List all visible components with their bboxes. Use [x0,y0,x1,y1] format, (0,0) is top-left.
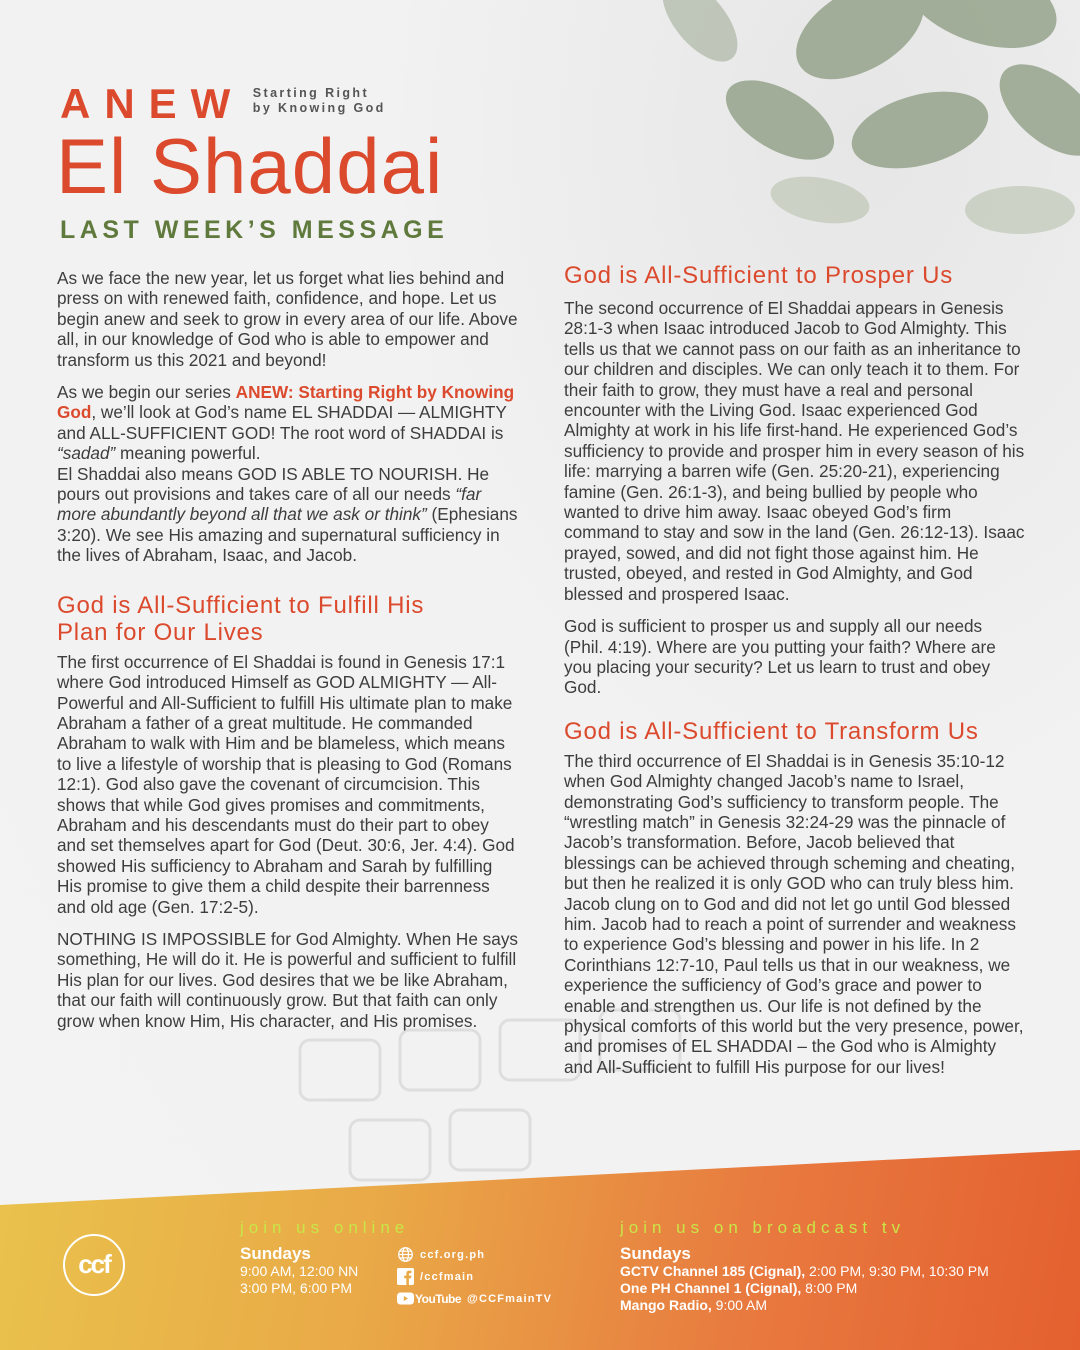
paragraph: The third occurrence of El Shaddai is in Genesis 35:10-12 when God Almighty changed Jacob’s name to Israel, demonstrating God’s sufficiency to transform people. The “wrestling match” in Genesis 32:24-29 was the pinnacle of Jacob’s transformation. Before, Jacob believed that blessings can be achieved through scheming and cheating, but then he realized it is only GOD who can truly bless him. Jacob clung on to God and did not let go until God blessed him. Jacob had to reach a point of surrender and weakness to experience God’s blessing and power in his life. In 2 Corinthians 12:7-10, Paul tells us that in our weakness, we experience the sufficiency of God’s grace and power to enable and strengthen us. Our life is not defined by the physical comforts of this world but the very presence, power, and promises of EL SHADDAI – the God who is Almighty and All-Sufficient to fulfill His purpose for our lives! [564,750,1024,1077]
italic-text: “sadad” [57,443,116,464]
facebook-icon [397,1268,414,1285]
plant-image [560,0,1080,270]
text: (Ephesians 3:20). We see His amazing and supernatural sufficiency in the lives of Abraham, Isaac, and Jacob. [57,504,518,566]
section-heading: God is All-Sufficient to Prosper Us [564,262,954,289]
right-column [564,262,1026,1089]
online-schedule [240,1245,358,1297]
ccf-logo: ccf [63,1234,125,1296]
subtitle-line: by Knowing God [252,101,386,115]
series-highlight: ANEW: Starting Right by Knowing God [57,382,515,423]
youtube-link[interactable] [397,1290,552,1307]
times: 2:00 PM, 9:30 PM, 10:30 PM [805,1263,989,1279]
day-label: Sundays [620,1244,691,1263]
paragraph: NOTHING IS IMPOSSIBLE for God Almighty. When He says something, He will do it. He is powerful and sufficient to fulfill His plan for our lives. God desires that we be like Abraham, that our faith will continuously grow. But that faith can only grow when know Him, His character, and His promises. [57,928,519,1031]
tv-heading: join us on broadcast tv [620,1218,906,1237]
left-column [57,268,519,1043]
text: , we’ll look at God’s name EL SHADDAI — ALMIGHTY and ALL-SUFFICIENT GOD! The root word of SHADDAI is [57,402,507,443]
youtube-icon [397,1290,414,1307]
section-heading: God is All-Sufficient to Transform Us [564,717,979,745]
page-title: El Shaddai [56,122,444,210]
times: 9:00 AM, 12:00 NN [240,1263,359,1279]
text: As we begin our series [57,382,236,403]
facebook-text: /ccfmain [420,1270,475,1283]
section-label: LAST WEEK’S MESSAGE [60,216,449,244]
paragraph: The first occurrence of El Shaddai is found in Genesis 17:1 where God introduced Himself as GOD ALMIGHTY — All-Powerful and All-Sufficient to fulfill His ultimate plan to make Abraham a father of a great multitude. He commanded Abraham to walk with Him and be blameless, which means to live a lifestyle of worship that is pleasing to God (Romans 12:1). God also gave the covenant of circumcision. This shows that while God gives promises and commitments, Abraham and his descendants must do their part to obey and set themselves apart for God (Deut. 30:6, Jer. 4:4). God showed His sufficiency to Abraham and Sarah by fulfilling His promise to give them a child despite their barrenness and old age (Gen. 17:2-5). [57,651,515,917]
globe-icon [397,1246,414,1263]
website-text: ccf.org.ph [420,1248,486,1261]
series-name: ANEW [60,80,245,127]
series-subtitle [253,86,386,116]
website-link[interactable] [397,1246,485,1263]
text: El Shaddai also means GOD IS ABLE TO NOURISH. He pours out provisions and takes care of all our needs [57,463,490,505]
day-label: Sundays [240,1244,311,1263]
text: meaning powerful. [115,443,261,464]
paragraph: God is sufficient to prosper us and supply all our needs (Phil. 4:19). Where are you putting your faith? Where are you placing your security? Let us learn to trust and obey God. [564,616,996,698]
youtube-wordmark: YouTube [415,1291,462,1306]
channel-name: One PH Channel 1 (Cignal), [620,1280,802,1296]
times: 8:00 PM [801,1280,858,1296]
times: 9:00 AM [711,1297,768,1313]
subtitle-line: Starting Right [252,86,370,100]
channel-name: Mango Radio, [620,1297,712,1313]
youtube-handle: @CCFmainTV [467,1292,553,1305]
paragraph: The second occurrence of El Shaddai appears in Genesis 28:1-3 when Isaac introduced Jacob to God Almighty. This tells us that we cannot pass on our faith as an inheritance to our children and disciples. We can only teach it to them. For their faith to grow, they must have a real and personal encounter with the Living God. Isaac experienced God Almighty at work in his life first-hand. He experienced God’s sufficiency to provide and prosper him in every season of his life: marrying a barren wife (Gen. 25:20-21), experiencing famine (Gen. 26:1-3), and being bullied by people who wanted to drive him away. Isaac obeyed God’s firm command to stay and sow in the land (Gen. 26:12-13). Isaac prayed, sowed, and did not fight those against him. He trusted, obeyed, and rested in God Almighty, and God blessed and prospered Isaac. [564,298,1025,604]
tv-schedule [620,1245,989,1314]
paragraph: As we face the new year, let us forget what lies behind and press on with renewed faith, confidence, and hope. Let us begin anew and seek to grow in every area of our life. Above all, in our knowledge of God who is able to empower and transform us this 2021 and beyond! [57,268,518,370]
section-heading: God is All-Sufficient to Fulfill His Plan for Our Lives [57,591,425,646]
times: 3:00 PM, 6:00 PM [240,1280,353,1296]
header [56,80,449,245]
channel-name: GCTV Channel 185 (Cignal), [620,1263,806,1279]
scripture-quote: “far more abundantly beyond all that we ask or think” [57,484,482,525]
paragraph [57,382,519,566]
facebook-link[interactable] [397,1268,474,1285]
online-heading: join us online [240,1218,410,1237]
